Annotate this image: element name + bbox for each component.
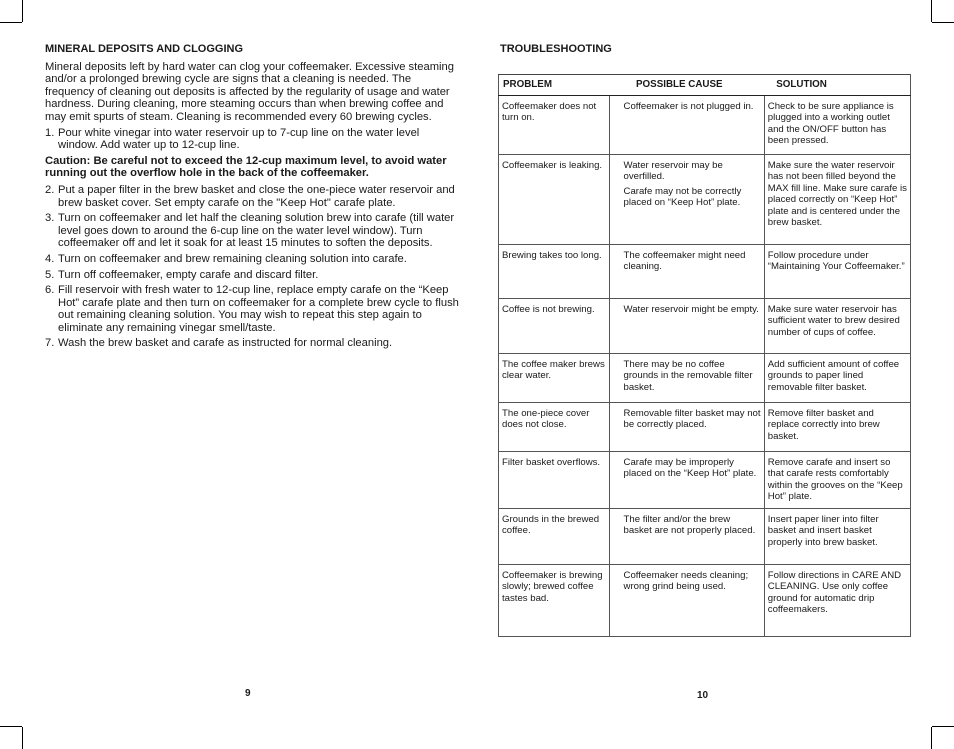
cause-cell-text: Carafe may be improperly placed on the “Keep Hot” plate.: [623, 457, 757, 480]
step-number: 5.: [45, 268, 55, 281]
solution-cell: [764, 155, 910, 245]
problem-cell-text: The one-piece cover does not close.: [502, 408, 590, 431]
header-solution: SOLUTION: [764, 75, 910, 96]
table-header-row: [499, 75, 911, 96]
step-number: 1.: [45, 126, 55, 139]
problem-cell: [499, 452, 610, 509]
cause-cell: [609, 299, 764, 354]
cause-cell-text: The filter and/or the brew basket are not properly placed.: [623, 514, 756, 537]
step-number: 7.: [45, 337, 55, 350]
solution-cell: [764, 354, 910, 403]
problem-cell: [499, 565, 610, 637]
cause-cell: [609, 354, 764, 403]
solution-cell: [764, 403, 910, 452]
table-row: [499, 155, 911, 245]
problem-cell: [499, 96, 610, 155]
step-number: 4.: [45, 252, 55, 265]
problem-cell-text: Coffeemaker is leaking.: [502, 160, 603, 171]
solution-cell-text: Follow directions in CARE AND CLEANING. Use only coffee ground for automatic drip coffeemakers.: [767, 570, 902, 616]
table-row: [499, 509, 911, 565]
table-row: [499, 565, 911, 637]
page-number-right: 10: [697, 690, 709, 701]
step-number: 3.: [45, 212, 55, 225]
step-text: Turn on coffeemaker and let half the cleaning solution brew into carafe (till water level goes down to around the 6-cup line on the water level window). Turn coffeemaker off and let it soak for at least 15 minutes to soften the deposits.: [58, 212, 455, 250]
crop-mark: [932, 726, 954, 727]
problem-cell-text: Coffee is not brewing.: [502, 304, 595, 315]
crop-mark: [22, 0, 23, 22]
problem-cell-text: Coffeemaker is brewing slowly; brewed coffee tastes bad.: [502, 570, 603, 604]
solution-cell-text: Make sure water reservoir has sufficient water to brew desired number of cups of coffee.: [767, 304, 900, 338]
problem-cell: [499, 155, 610, 245]
step-item: [45, 337, 460, 350]
crop-mark: [0, 22, 22, 23]
page-number-left: 9: [245, 688, 251, 699]
cause-cell: [609, 245, 764, 299]
cause-cell: [609, 96, 764, 155]
problem-cell-text: Grounds in the brewed coffee.: [502, 514, 600, 537]
cause-cell-text: The coffeemaker might need cleaning.: [623, 250, 746, 273]
section-heading: MINERAL DEPOSITS AND CLOGGING: [45, 43, 244, 55]
step-item: [45, 184, 460, 209]
step-item: [45, 127, 460, 152]
table-row: [499, 96, 911, 155]
cause-cell: [609, 509, 764, 565]
cause-cell-text: Coffeemaker needs cleaning; wrong grind being used.: [623, 570, 749, 593]
solution-cell-text: Check to be sure appliance is plugged into a working outlet and the ON/OFF button has been pressed.: [767, 101, 894, 147]
step-text: Turn off coffeemaker, empty carafe and discard filter.: [58, 268, 319, 281]
table-row: [499, 452, 911, 509]
crop-mark: [931, 0, 932, 22]
caution-note: Caution: Be careful not to exceed the 12-cup maximum level, to avoid water running out the overflow hole in the back of the coffeemaker.: [45, 154, 447, 180]
problem-cell: [499, 354, 610, 403]
solution-cell-text: Make sure the water reservoir has not been filled beyond the MAX fill line. Make sure carafe is placed correctly on “Keep Hot” plate and is centered under the brew basket.: [767, 160, 907, 229]
mineral-deposits-section: [45, 43, 460, 353]
step-text: Fill reservoir with fresh water to 12-cup line, replace empty carafe on the “Keep Hot” carafe plate and then turn on coffeemaker for a complete brew cycle to flush out remaining cleaning solution. You may wish to repeat this step again to eliminate any remaining vinegar smell/taste.: [58, 284, 459, 334]
crop-mark: [0, 726, 22, 727]
cause-cell-text: Water reservoir might be empty.: [623, 304, 759, 315]
problem-cell: [499, 403, 610, 452]
step-number: 2.: [45, 183, 55, 196]
cause-cell-text: Coffeemaker is not plugged in.: [623, 101, 754, 112]
cause-cell-text: Removable filter basket may not be correctly placed.: [623, 408, 761, 431]
problem-cell-text: Filter basket overflows.: [502, 457, 601, 468]
step-text: Pour white vinegar into water reservoir up to 7-cup line on the water level window. Add water up to 12-cup line.: [58, 126, 420, 152]
problem-cell: [499, 509, 610, 565]
solution-cell-text: Follow procedure under “Maintaining Your Coffeemaker.”: [767, 250, 905, 273]
cause-cell-text: There may be no coffee grounds in the removable filter basket.: [623, 359, 753, 393]
table-row: [499, 403, 911, 452]
header-cause: POSSIBLE CAUSE: [609, 75, 764, 96]
cause-cell: [609, 403, 764, 452]
solution-cell-text: Insert paper liner into filter basket and insert basket properly into brew basket.: [767, 514, 879, 548]
solution-cell: [764, 245, 910, 299]
step-item: [45, 212, 460, 250]
step-item: [45, 269, 460, 282]
troubleshooting-heading: TROUBLESHOOTING: [500, 43, 612, 55]
problem-cell-text: Coffeemaker does not turn on.: [502, 101, 597, 124]
troubleshooting-table: [498, 74, 911, 637]
step-text: Put a paper filter in the brew basket and close the one-piece water reservoir and brew basket cover. Set empty carafe on the "Keep Hot" carafe plate.: [58, 183, 455, 209]
intro-paragraph: Mineral deposits left by hard water can clog your coffeemaker. Excessive steaming and/or a prolonged brewing cycle are signs that a cleaning is needed. The frequency of cleaning out deposits is affected by the regularity of usage and water hardness. During cleaning, more steaming occurs than when brewing coffee and may emit spurts of steam. Cleaning is recommended every 60 brewing cycles.: [45, 60, 454, 123]
crop-mark: [932, 22, 954, 23]
solution-cell: [764, 509, 910, 565]
solution-cell: [764, 565, 910, 637]
solution-cell: [764, 96, 910, 155]
solution-cell-text: Remove carafe and insert so that carafe rests comfortably within the grooves on the “Keep Hot” plate.: [767, 457, 903, 503]
cause-cell-text-2: Carafe may not be correctly placed on “Keep Hot” plate.: [623, 185, 742, 209]
step-item: [45, 253, 460, 266]
step-list: [45, 184, 460, 350]
problem-cell: [499, 245, 610, 299]
step-item: [45, 284, 460, 334]
crop-mark: [22, 727, 23, 749]
crop-mark: [931, 727, 932, 749]
cause-cell: [609, 155, 764, 245]
table-row: [499, 245, 911, 299]
header-problem: PROBLEM: [499, 75, 610, 96]
solution-cell-text: Add sufficient amount of coffee grounds to paper lined removable filter basket.: [767, 359, 900, 393]
solution-cell: [764, 299, 910, 354]
problem-cell: [499, 299, 610, 354]
step-text: Wash the brew basket and carafe as instructed for normal cleaning.: [58, 337, 393, 350]
solution-cell-text: Remove filter basket and replace correctly into brew basket.: [767, 408, 880, 442]
cause-cell-text: Water reservoir may be overfilled.: [623, 160, 723, 183]
solution-cell: [764, 452, 910, 509]
step-number: 6.: [45, 284, 55, 297]
problem-cell-text: Brewing takes too long.: [502, 250, 602, 261]
cause-cell: [609, 452, 764, 509]
cause-cell: [609, 565, 764, 637]
table-row: [499, 299, 911, 354]
step-text: Turn on coffeemaker and brew remaining cleaning solution into carafe.: [58, 252, 407, 265]
problem-cell-text: The coffee maker brews clear water.: [502, 359, 605, 382]
table-row: [499, 354, 911, 403]
